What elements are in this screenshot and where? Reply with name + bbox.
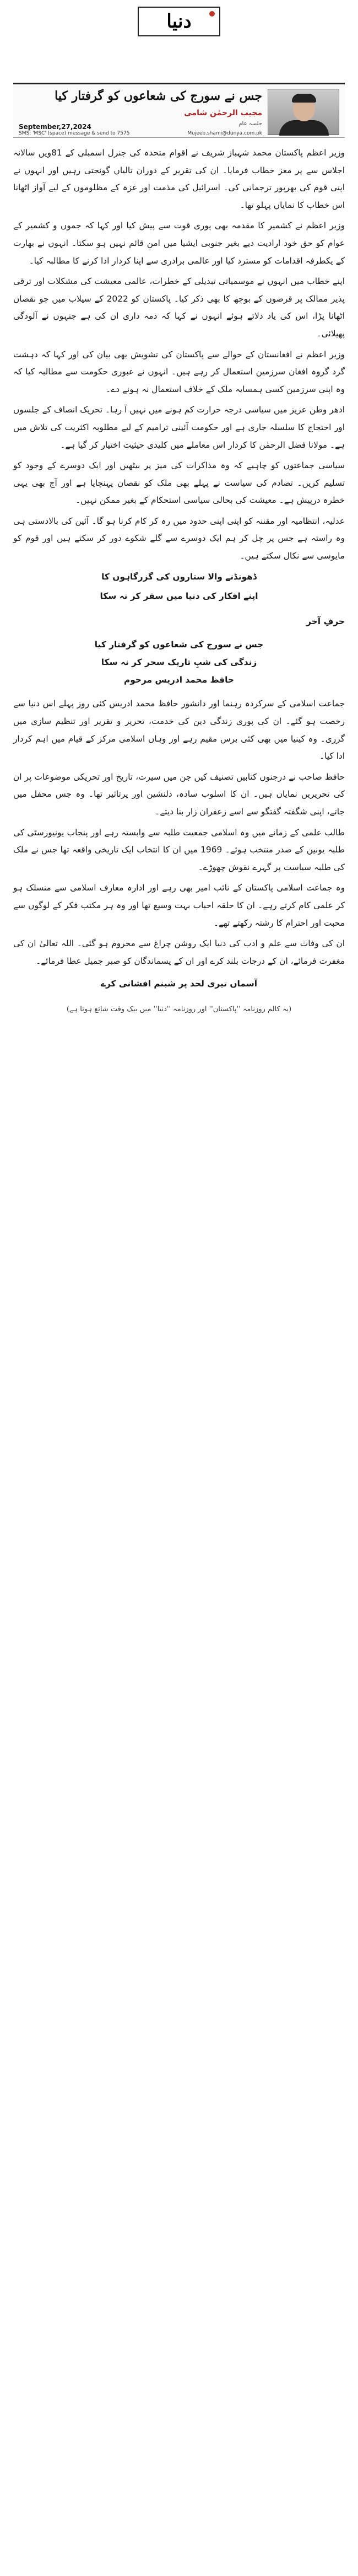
logo-text: دنیا xyxy=(166,10,192,33)
footer-note: (یہ کالم روزنامہ ''پاکستان'' اور روزنامہ ''دنیا'' میں بیک وقت شائع ہوتا ہے) xyxy=(66,1005,292,1013)
logo-dot-icon xyxy=(209,11,215,17)
tribute-paragraph: طالب علمی کے زمانے میں وہ اسلامی جمعیت طلبہ سے وابستہ رہے اور پنجاب یونیورسٹی کی طلبہ یونین کے صدر منتخب ہوئے۔ 1969 میں ان کا انتخاب ایک تاریخی واقعہ تھا جس نے ملک کی طلبہ سیاست پر گہرے نقوش چھوڑے۔ xyxy=(13,827,345,872)
article-paragraph: وزیر اعظم نے کشمیر کا مقدمہ بھی پوری قوت سے پیش کیا اور کہا کہ جموں و کشمیر کے عوام کو حق خود ارادیت دیے بغیر جنوبی ایشیا میں امن قائم نہیں ہو سکتا۔ انہوں نے بھارت کے یکطرفہ اقدامات کو مسترد کیا اور عالمی برادری سے اپنا کردار ادا کرنے کا مطالبہ کیا۔ xyxy=(13,221,345,266)
column-title: جس نے سورج کی شعاعوں کو گرفتار کیا xyxy=(55,89,262,103)
article-paragraph: وزیر اعظم پاکستان محمد شہباز شریف نے اقوام متحدہ کی جنرل اسمبلی کے 81ویں سالانہ اجلاس سے پر مغز خطاب فرمایا۔ ان کی تقریر کے دوران تالیاں گونجتی رہیں اور انہوں نے اپنی قوم کی بھرپور ترجمانی کی۔ اسرائیل کی مذمت اور غزہ کے مظلوموں کے لیے آواز اٹھانا اس خطاب کا نمایاں پہلو تھا۔ xyxy=(13,148,345,210)
tribute-paragraph: وہ جماعت اسلامی پاکستان کے نائب امیر بھی رہے اور ادارہ معارف اسلامی سے منسلک ہو کر علمی کام کرتے رہے۔ ان کا حلقہ احباب بہت وسیع تھا اور وہ ہر مکتب فکر کے لوگوں سے محبت اور احترام کا رشتہ رکھتے تھے۔ xyxy=(13,883,345,928)
publish-date: September,27,2024 xyxy=(19,123,91,131)
author-name: مجیب الرحمٰن شامی xyxy=(184,109,262,117)
article-paragraph: سیاسی جماعتوں کو چاہیے کہ وہ مذاکرات کی میز پر بیٹھیں اور ایک دوسرے کے وجود کو تسلیم کریں۔ تصادم کی سیاست نے پہلے بھی ملک کو نقصان پہنچایا ہے اور آج بھی یہی خطرہ درپیش ہے۔ معیشت کی بحالی سیاسی استحکام کے بغیر ممکن نہیں۔ xyxy=(13,460,345,506)
sms-line: SMS: 'MSC' (space) message & send to 7575 xyxy=(19,131,130,136)
article-paragraph: اپنے خطاب میں انہوں نے موسمیاتی تبدیلی کے خطرات، عالمی معیشت کی مشکلات اور ترقی پذیر ممالک پر قرضوں کے بوجھ کا بھی ذکر کیا۔ پاکستان کو 2022 کے سیلاب میں جو نقصان اٹھانا پڑا، اس کی یاد دلاتے ہوئے انہوں نے کہا کہ ذمہ داری ان کی ہے جنہوں نے آلودگی پھیلائی۔ xyxy=(13,276,345,339)
author-email: Mujeeb.shami@dunya.com.pk xyxy=(187,131,262,136)
tribute-paragraph: حافظ صاحب نے درجنوں کتابیں تصنیف کیں جن میں سیرت، تاریخ اور تحریکی موضوعات پر ان کی تحریریں نمایاں ہیں۔ ان کا اسلوب سادہ، دلنشین اور پرتاثیر تھا۔ وہ جس محفل میں جاتے، اپنی شگفتہ گفتگو سے اسے زعفران زار بنا دیتے۔ xyxy=(13,771,345,817)
newspaper-logo xyxy=(138,7,220,36)
verse-line: زندگی کی شبِ تاریک سحر کر نہ سکا xyxy=(101,657,257,668)
author-photo xyxy=(268,89,339,135)
article-paragraph: ادھر وطن عزیز میں سیاسی درجہ حرارت کم ہونے میں نہیں آ رہا۔ تحریک انصاف کے جلسوں اور احتجاج کا سلسلہ جاری ہے اور حکومت آئینی ترامیم کے لیے مطلوبہ اکثریت کی تلاش میں ہے۔ مولانا فضل الرحمٰن کا کردار اس معاملے میں کلیدی حیثیت اختیار کر گیا ہے۔ xyxy=(13,405,345,450)
closing-verse: آسماں تیری لحد پر شبنم افشانی کرے xyxy=(100,979,258,989)
article-paragraph: وزیر اعظم نے افغانستان کے حوالے سے پاکستان کی تشویش بھی بیان کی اور کہا کہ دہشت گرد گروہ افغان سرزمین استعمال کر رہے ہیں۔ انہوں نے عبوری حکومت سے مطالبہ کیا کہ وہ اپنی سرزمین کسی ہمسایہ ملک کے خلاف استعمال نہ ہونے دے۔ xyxy=(13,349,345,394)
tribute-heading: حافظ محمد ادریس مرحوم xyxy=(123,675,235,685)
column-name: جلسہ عام xyxy=(238,121,262,127)
verse-line: ڈھونڈنے والا ستاروں کی گزرگاہوں کا xyxy=(101,571,257,582)
verse-line: جس نے سورج کی شعاعوں کو گرفتار کیا xyxy=(94,640,264,650)
article-paragraph: عدلیہ، انتظامیہ اور مقننہ کو اپنی اپنی حدود میں رہ کر کام کرنا ہو گا۔ آئین کی بالادستی ہی وہ راستہ ہے جس پر چل کر ہم ایک دوسرے سے گلے شکوے دور کر سکتے ہیں اور قوم کو مایوسی سے نکال سکتے ہیں۔ xyxy=(13,516,345,561)
section-label: حرفِ آخر xyxy=(306,616,345,626)
masthead xyxy=(0,7,358,37)
tribute-paragraph: ان کی وفات سے علم و ادب کی دنیا ایک روشن چراغ سے محروم ہو گئی۔ اللہ تعالیٰ ان کی مغفرت فرمائے، ان کے درجات بلند کرے اور ان کے پسماندگان کو صبر جمیل عطا فرمائے۔ xyxy=(13,938,345,966)
column-header xyxy=(13,83,345,138)
verse-line: اپنے افکار کی دنیا میں سفر کر نہ سکا xyxy=(100,591,258,602)
tribute-paragraph: جماعت اسلامی کے سرکردہ رہنما اور دانشور حافظ محمد ادریس کئی روز پہلے اس دنیا سے رخصت ہو گئے۔ ان کی پوری زندگی دین کی خدمت، تحریر و تقریر اور تنظیم سازی میں گزری۔ وہ کینیا میں بھی کئی برس مقیم رہے اور وہاں اسلامی مرکز کے قیام میں اہم کردار ادا کیا۔ xyxy=(13,699,345,761)
article-body xyxy=(13,144,345,1018)
verse-block xyxy=(13,636,345,689)
